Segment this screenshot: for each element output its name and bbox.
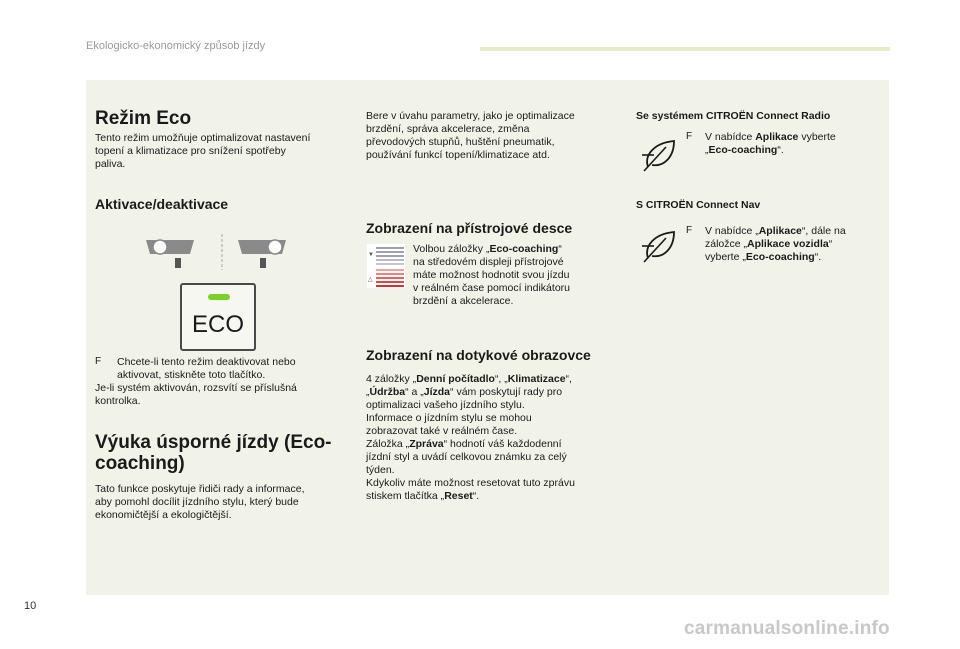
climate-fan-icon <box>142 232 292 272</box>
touch-line-2: „Údržba“ a „Jízda“ vám poskytují rady pro <box>366 386 563 398</box>
touch-line-5: zobrazovat také v reálném čase. <box>366 425 518 437</box>
cluster-line-5: brzdění a akcelerace. <box>413 295 514 307</box>
eco-button-label: ECO <box>191 311 244 338</box>
cluster-line-3: máte možnost hodnotit svou jízdu <box>413 269 570 281</box>
page-number: 10 <box>24 600 37 612</box>
svg-text:▼: ▼ <box>368 252 374 258</box>
cluster-line-4: v reálném čase pomocí indikátoru <box>413 282 570 294</box>
active-line-2: kontrolka. <box>95 395 141 407</box>
touch-line-10: stiskem tlačítka „Reset“. <box>366 490 480 502</box>
cluster-line-2: na středovém displeji přístrojové <box>413 256 564 268</box>
cluster-line-1: Volbou záložky „Eco-coaching“ <box>413 243 562 255</box>
deactivate-line-2: aktivovat, stiskněte toto tlačítko. <box>117 369 266 381</box>
col2-intro-2: brzdění, správa akcelerace, změna <box>366 123 530 135</box>
col2-intro-4: používání funkcí topení/klimatizace atd. <box>366 149 550 161</box>
touch-line-6: Záložka „Zpráva“ hodnotí váš každodenní <box>366 438 562 450</box>
col2-intro-3: převodových stupňů, huštění pneumatik, <box>366 136 555 148</box>
coaching-title-1: Výuka úsporné jízdy (Eco- <box>95 432 332 453</box>
eco-mode-intro-2: topení a klimatizace pro snížení spotřeby <box>95 145 286 157</box>
touch-line-4: Informace o jízdním stylu se mohou <box>366 412 532 424</box>
nav-line-1: V nabídce „Aplikace“, dále na <box>705 225 846 237</box>
nav-line-2: záložce „Aplikace vozidla“ <box>705 238 833 250</box>
connect-nav-title: S CITROËN Connect Nav <box>636 199 761 211</box>
leaf-icon <box>640 137 678 173</box>
eco-mode-intro-1: Tento režim umožňuje optimalizovat nastavení <box>95 132 311 144</box>
radio-bullet: F <box>686 131 693 142</box>
cluster-title: Zobrazení na přístrojové desce <box>366 220 573 236</box>
leaf-icon <box>640 228 678 264</box>
deactivate-line-1: Chcete-li tento režim deaktivovat nebo <box>117 356 296 368</box>
active-line-1: Je-li systém aktivován, rozsvítí se příslušná <box>95 382 297 394</box>
col2-intro-1: Bere v úvahu parametry, jako je optimalizace <box>366 110 575 122</box>
coaching-line-1: Tato funkce poskytuje řidiči rady a informace, <box>95 483 305 495</box>
radio-line-1: V nabídce Aplikace vyberte <box>705 131 836 143</box>
cluster-display-icon <box>366 243 406 289</box>
eco-indicator-led <box>208 294 230 300</box>
eco-button[interactable] <box>180 283 256 351</box>
coaching-title-2: coaching) <box>95 453 185 474</box>
touchscreen-title: Zobrazení na dotykové obrazovce <box>366 347 591 363</box>
radio-line-2: „Eco-coaching“. <box>705 144 784 156</box>
touch-line-9: Kdykoliv máte možnost resetovat tuto zprávu <box>366 477 575 489</box>
nav-line-3: vyberte „Eco-coaching“. <box>705 251 822 263</box>
bullet-marker: F <box>95 356 102 367</box>
touch-line-7: jízdní styl a uvádí celkovou známku za celý <box>366 451 567 463</box>
header-title: Ekologicko-ekonomický způsob jízdy <box>86 40 266 52</box>
touch-line-1: 4 záložky „Denní počítadlo“, „Klimatizace“, <box>366 373 572 385</box>
eco-mode-intro-3: paliva. <box>95 158 126 170</box>
eco-mode-title: Režim Eco <box>95 108 192 129</box>
connect-radio-title: Se systémem CITROËN Connect Radio <box>636 110 831 122</box>
header-rule <box>480 47 890 51</box>
coaching-line-3: ekonomičtější a ekologičtější. <box>95 509 232 521</box>
svg-text:△: △ <box>368 277 373 283</box>
nav-bullet: F <box>686 225 693 236</box>
touch-line-3: optimalizaci vašeho jízdního stylu. <box>366 399 525 411</box>
touch-line-8: týden. <box>366 464 395 476</box>
activation-title: Aktivace/deaktivace <box>95 196 229 212</box>
watermark: carmanualsonline.info <box>684 618 890 639</box>
coaching-line-2: aby pomohl docílit jízdního stylu, který bude <box>95 496 299 508</box>
